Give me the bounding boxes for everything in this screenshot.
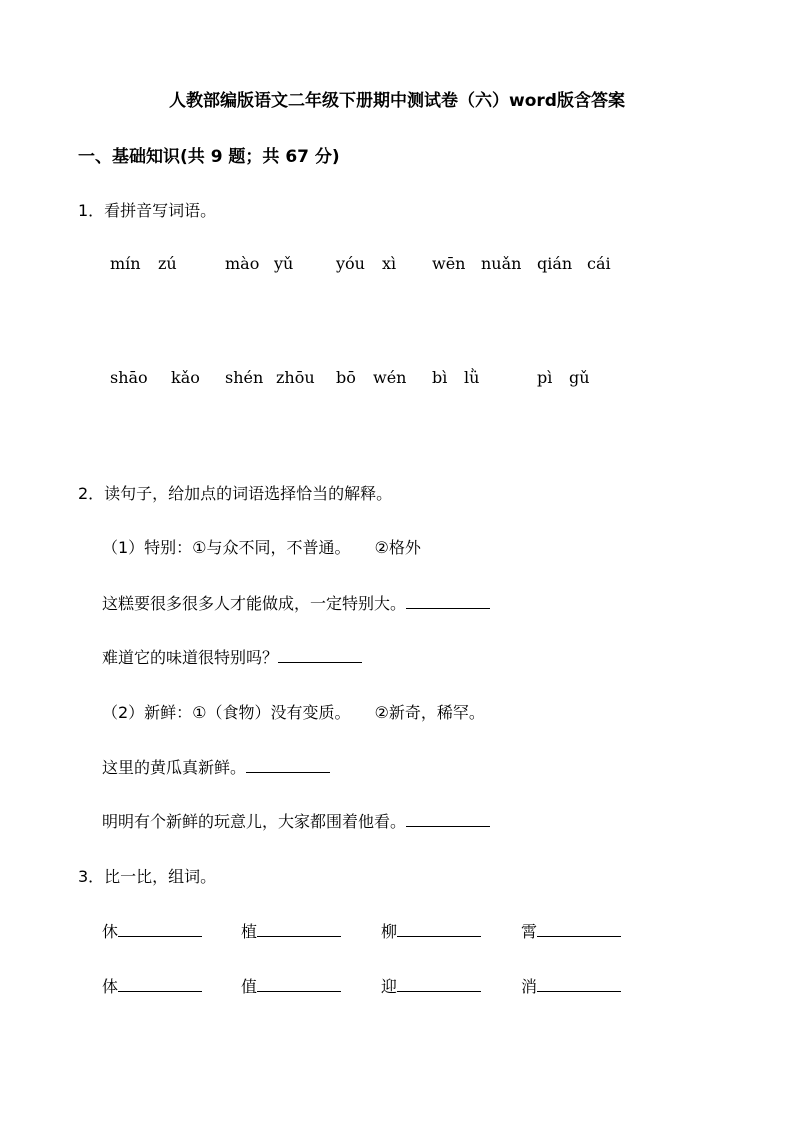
pinyin-syllable: bì	[432, 368, 448, 387]
sentence-text: 明明有个新鲜的玩意儿，大家都围着他看。	[102, 812, 407, 831]
pinyin-syllable: wén	[373, 368, 407, 387]
answer-blank[interactable]	[257, 990, 341, 992]
pinyin-syllable: yóu	[336, 254, 365, 273]
answer-blank[interactable]	[246, 771, 330, 773]
pinyin-syllable: mào	[225, 254, 260, 273]
answer-blank[interactable]	[278, 661, 362, 663]
sentence-text: 这里的黄瓜真新鲜。	[102, 758, 247, 777]
compare-item	[102, 974, 202, 997]
answer-blank[interactable]	[397, 935, 481, 937]
answer-blank[interactable]	[257, 935, 341, 937]
pinyin-syllable: nuǎn	[481, 254, 522, 273]
definition-line-1: （1）特别：①与众不同，不普通。 ②格外	[102, 538, 421, 557]
question-2-label: 2．读句子，给加点的词语选择恰当的解释。	[78, 484, 393, 503]
compare-item	[381, 919, 481, 942]
pinyin-syllable: shāo	[110, 368, 148, 387]
pinyin-syllable: shén	[225, 368, 264, 387]
compare-char: 值	[241, 977, 258, 996]
answer-blank[interactable]	[118, 935, 202, 937]
answer-blank[interactable]	[397, 990, 481, 992]
sentence-3	[102, 755, 330, 778]
pinyin-syllable: qián	[537, 254, 573, 273]
pinyin-syllable: zhōu	[276, 368, 315, 387]
compare-item	[241, 919, 341, 942]
pinyin-syllable: gǔ	[569, 368, 590, 387]
pinyin-syllable: kǎo	[171, 368, 200, 387]
compare-char: 体	[102, 977, 119, 996]
sentence-text: 这糕要很多很多人才能做成，一定特别大。	[102, 594, 407, 613]
answer-blank[interactable]	[118, 990, 202, 992]
pinyin-syllable: xì	[382, 254, 397, 273]
compare-item	[102, 919, 202, 942]
compare-item	[521, 974, 621, 997]
answer-blank[interactable]	[406, 825, 490, 827]
question-1-label: 1．看拼音写词语。	[78, 201, 217, 220]
compare-item	[241, 974, 341, 997]
compare-char: 霄	[521, 922, 538, 941]
pinyin-syllable: zú	[158, 254, 177, 273]
pinyin-syllable: cái	[587, 254, 611, 273]
section-heading: 一、基础知识(共 9 题；共 67 分)	[78, 147, 340, 167]
compare-item	[521, 919, 621, 942]
compare-char: 柳	[381, 922, 398, 941]
compare-char: 休	[102, 922, 119, 941]
pinyin-syllable: mín	[110, 254, 141, 273]
pinyin-syllable: yǔ	[274, 254, 294, 273]
answer-blank[interactable]	[537, 990, 621, 992]
sentence-1	[102, 591, 490, 614]
answer-blank[interactable]	[537, 935, 621, 937]
compare-char: 迎	[381, 977, 398, 996]
sentence-text: 难道它的味道很特别吗？	[102, 648, 279, 667]
pinyin-syllable: pì	[537, 368, 553, 387]
pinyin-syllable: lǜ	[464, 368, 480, 387]
sentence-4	[102, 809, 490, 832]
question-3-label: 3．比一比，组词。	[78, 867, 217, 886]
compare-char: 植	[241, 922, 258, 941]
sentence-2	[102, 645, 362, 668]
answer-blank[interactable]	[406, 607, 490, 609]
compare-char: 消	[521, 977, 538, 996]
definition-line-2: （2）新鲜：①（食物）没有变质。 ②新奇，稀罕。	[102, 703, 485, 722]
pinyin-syllable: wēn	[432, 254, 466, 273]
pinyin-syllable: bō	[336, 368, 356, 387]
compare-item	[381, 974, 481, 997]
page-title: 人教部编版语文二年级下册期中测试卷（六）word版含答案	[169, 91, 625, 111]
